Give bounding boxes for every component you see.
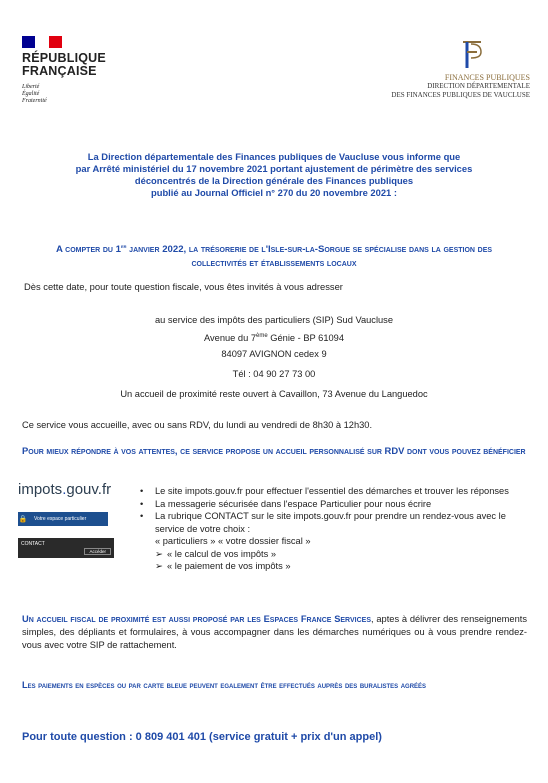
fp-line2: DES FINANCES PUBLIQUES DE VAUCLUSE (391, 91, 530, 99)
arrow-icon: ➢ (155, 561, 163, 571)
list-item (140, 510, 525, 535)
accueil-cavaillon: Un accueil de proximité reste ouvert à Cavaillon, 73 Avenue du Languedoc (120, 389, 428, 399)
services-list (140, 485, 525, 573)
intro-line: publié au Journal Officiel n° 270 du 20 novembre 2021 : (150, 187, 397, 198)
sip-name: au service des impôts des particuliers (SIP) Sud Vaucluse (154, 315, 394, 325)
motto-fraternite: Fraternité (22, 98, 47, 104)
intro-paragraph (40, 151, 508, 199)
sip-city: 84097 AVIGNON cedex 9 (221, 349, 327, 360)
sip-address (120, 312, 428, 382)
france-services-paragraph (22, 613, 527, 652)
rf-line1: RÉPUBLIQUE (22, 51, 106, 65)
motto-liberte: Liberté (22, 84, 40, 90)
fp-header (391, 73, 530, 100)
sub-item (140, 560, 525, 573)
sub-item-text: « le calcul de vos impôts » (167, 548, 277, 559)
espace-particulier-button[interactable] (18, 512, 108, 526)
impots-gouv-logo (18, 481, 111, 498)
intro-line: par Arrêté ministériel du 17 novembre 2021 portant ajustement de périmètre des services (75, 163, 473, 174)
list-item (140, 485, 525, 498)
horaires: Ce service vous accueille, avec ou sans RDV, du lundi au vendredi de 8h30 à 12h30. (22, 420, 373, 430)
list-item (140, 498, 525, 511)
acceder-button[interactable]: Accéder (84, 548, 111, 555)
question-phone: Pour toute question : 0 809 401 401 (service gratuit + prix d'un appel) (22, 731, 382, 743)
sip-phone: Tél : 04 90 27 73 00 (232, 369, 316, 380)
intro-line: La Direction départementale des Finances publiques de Vaucluse vous informe que (87, 151, 461, 162)
contact-box[interactable] (18, 538, 114, 558)
intro-line: déconcentrés de la Direction générale des Finances publiques (134, 175, 414, 186)
sip-street-pre: Avenue du 7 (203, 333, 257, 344)
contact-label: CONTACT (21, 541, 45, 547)
sub-item-text: « le paiement de vos impôts » (167, 561, 291, 571)
espace-particulier-label: Votre espace particulier (34, 516, 87, 522)
bullet-icon: • (140, 511, 144, 521)
impots-word2: gouv.fr (66, 481, 112, 498)
sip-street-post: Génie - BP 61094 (267, 333, 345, 344)
paiements-paragraph: Les paiements en espèces ou par carte bleue peuvent egalement être effectués auprès des buralistes agréés (22, 680, 427, 690)
impots-dot: . (62, 481, 67, 498)
headline-pre: A compter du 1 (55, 244, 121, 256)
lock-icon: 🔒 (18, 516, 28, 523)
republique-francaise (22, 52, 106, 78)
headline-sup: er (120, 244, 127, 250)
headline-post: janvier 2022, la trésorerie de l'Isle-sur-la-Sorgue se spécialise dans la gestion des collectivités et établissements locaux (126, 244, 493, 270)
arrow-icon: ➢ (155, 548, 163, 559)
motto-egalite: Égalité (22, 91, 40, 97)
impots-word1: impots (18, 481, 63, 498)
contact-path: « particuliers » « votre dossier fiscal » (155, 536, 311, 546)
finances-publiques-logo-icon (459, 38, 485, 70)
list-item-text: La rubrique CONTACT sur le site impots.gouv.fr pour prendre un rendez-vous avec le service de votre choix : (155, 511, 506, 534)
sip-street-sup: ème (256, 333, 268, 339)
headline (28, 240, 520, 271)
fp-title: FINANCES PUBLIQUES (444, 73, 530, 82)
france-services-lead: Un accueil fiscal de proximité est aussi proposé par les Espaces France Services (22, 614, 371, 624)
bullet-icon: • (140, 498, 144, 509)
list-item-text: La messagerie sécurisée dans l'espace Particulier pour nous écrire (155, 498, 432, 509)
marianne-flag-icon (22, 36, 62, 48)
sub-item (140, 548, 525, 561)
motto (22, 84, 47, 105)
bullet-icon: • (140, 486, 144, 496)
fp-line1: DIRECTION DÉPARTEMENTALE (427, 82, 530, 90)
dates-paragraph: Dès cette date, pour toute question fiscale, vous êtes invités à vous adresser (24, 281, 343, 292)
rdv-heading: Pour mieux répondre à vos attentes, ce service propose un accueil personnalisé sur RDV dont vous pouvez bénéficier (22, 445, 526, 456)
rf-line2: FRANÇAISE (22, 64, 97, 78)
france-services-rest: , aptes à délivrer des renseignements simples, des dépliants et formulaires, à vous accompagner dans les démarches numériques ou à vous prendre rendez-vous avec votre SIP de rattachement. (22, 614, 527, 650)
sip-street (120, 328, 428, 346)
list-item-text: Le site impots.gouv.fr pour effectuer l'essentiel des démarches et trouver les réponses (155, 486, 509, 496)
